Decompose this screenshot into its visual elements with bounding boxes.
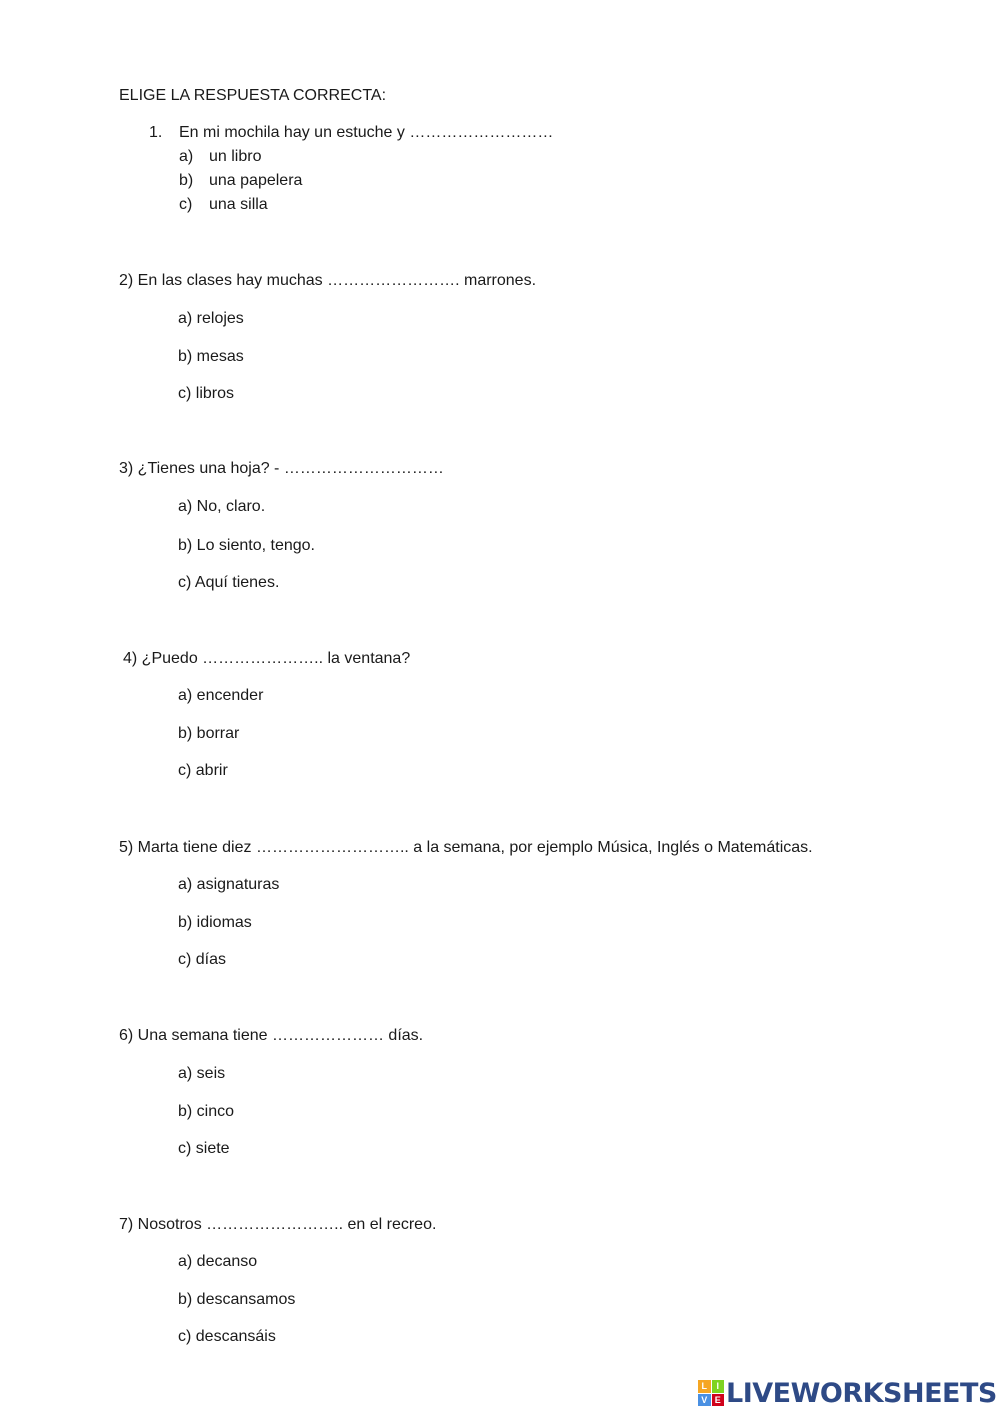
question-6: 6) Una semana tiene ………………… días. (119, 1027, 424, 1044)
option-1b[interactable] (179, 171, 302, 191)
question-5: 5) Marta tiene diez ……………………….. a la semana, por ejemplo Música, Inglés o Matemáticas. (119, 839, 813, 856)
option-3c[interactable]: c) Aquí tienes. (178, 574, 280, 591)
logo-mark-icon (698, 1380, 724, 1406)
option-4c[interactable]: c) abrir (178, 762, 228, 779)
logo-mark-letter: L (698, 1380, 711, 1393)
option-6a[interactable]: a) seis (178, 1065, 226, 1082)
option-3b[interactable]: b) Lo siento, tengo. (178, 537, 315, 554)
liveworksheets-logo (698, 1378, 997, 1408)
option-text: una silla (209, 196, 268, 213)
option-5c[interactable]: c) días (178, 951, 227, 968)
option-1a[interactable] (179, 147, 261, 167)
question-number: 1. (149, 124, 163, 141)
option-1c[interactable] (179, 195, 268, 215)
option-letter: b) (179, 172, 194, 189)
option-2a[interactable]: a) relojes (178, 310, 244, 327)
option-6b[interactable]: b) cinco (178, 1103, 235, 1120)
option-6c[interactable]: c) siete (178, 1140, 230, 1157)
question-3: 3) ¿Tienes una hoja? - ………………………… (119, 460, 444, 477)
question-2: 2) En las clases hay muchas ……………………. marrones. (119, 272, 537, 289)
option-2c[interactable]: c) libros (178, 385, 235, 402)
option-4b[interactable]: b) borrar (178, 725, 240, 742)
question-7: 7) Nosotros …………………….. en el recreo. (119, 1216, 437, 1233)
option-2b[interactable]: b) mesas (178, 348, 244, 365)
logo-mark-letter: V (698, 1394, 711, 1407)
option-text: un libro (209, 148, 262, 165)
logo-mark-letter: E (712, 1394, 725, 1407)
option-letter: c) (179, 196, 193, 213)
page-title: ELIGE LA RESPUESTA CORRECTA: (119, 87, 387, 104)
question-4: 4) ¿Puedo ………………….. la ventana? (123, 650, 411, 667)
option-5b[interactable]: b) idiomas (178, 914, 252, 931)
question-1 (149, 123, 553, 143)
option-4a[interactable]: a) encender (178, 687, 264, 704)
option-text: una papelera (209, 172, 303, 189)
option-7c[interactable]: c) descansáis (178, 1328, 276, 1345)
option-3a[interactable]: a) No, claro. (178, 498, 266, 515)
option-letter: a) (179, 148, 194, 165)
option-5a[interactable]: a) asignaturas (178, 876, 280, 893)
option-7a[interactable]: a) decanso (178, 1253, 258, 1270)
logo-text: LIVEWORKSHEETS (726, 1377, 997, 1409)
option-7b[interactable]: b) descansamos (178, 1291, 296, 1308)
logo-mark-letter: I (712, 1380, 725, 1393)
question-text: En mi mochila hay un estuche y ……………………… (179, 124, 554, 141)
